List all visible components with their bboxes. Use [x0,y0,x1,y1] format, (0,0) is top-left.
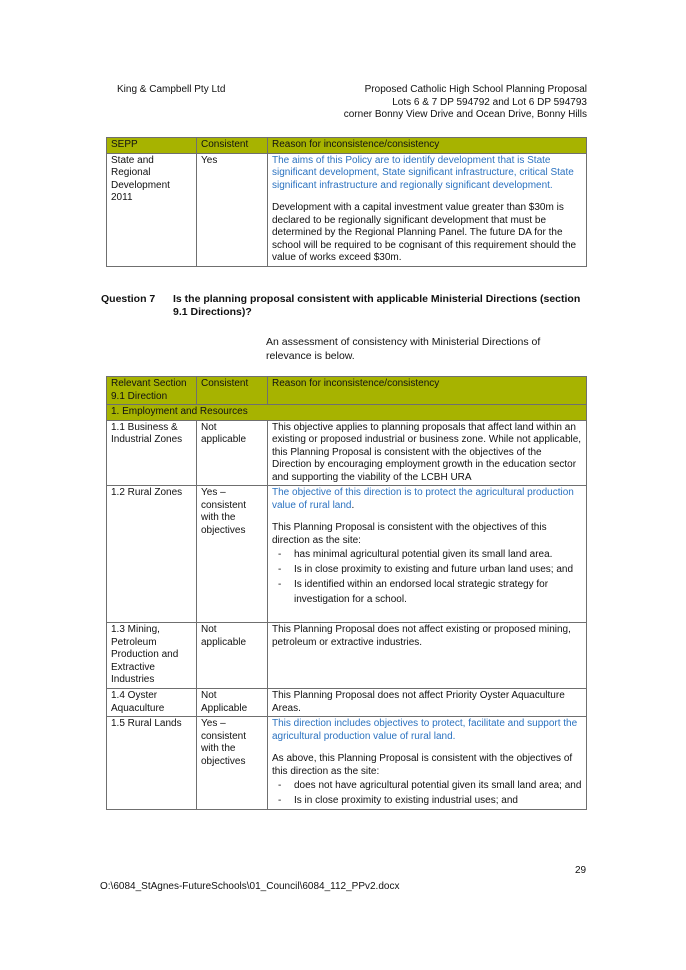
intro-paragraph: An assessment of consistency with Ministerial Directions of relevance is below. [266,336,541,362]
section-row [107,405,587,421]
col-header-consistent: Consistent [197,377,268,405]
cell-reason [268,486,587,623]
cell-consistent: Yes [197,153,268,266]
question-number: Question 7 [101,293,156,305]
bullet-list [272,547,582,607]
table-header-row [107,377,587,405]
list-item: - has minimal agricultural potential given its small land area. [272,547,582,562]
col-header-sepp: SEPP [107,138,197,154]
header-title [344,84,587,122]
cell-direction: 1.2 Rural Zones [107,486,197,623]
col-header-reason: Reason for inconsistence/consistency [268,138,587,154]
sepp-table [106,137,587,267]
cell-reason: This Planning Proposal does not affect existing or proposed mining, petroleum or extractive industries. [268,623,587,689]
page-number: 29 [575,865,587,876]
list-item: - Is in close proximity to existing industrial uses; and [272,793,582,808]
cell-reason [268,717,587,810]
cell-reason: This Planning Proposal does not affect Priority Oyster Aquaculture Areas. [268,689,587,717]
table-header-row [107,138,587,154]
section-title: 1. Employment and Resources [107,405,587,421]
reason-objective: This direction includes objectives to protect, facilitate and support the agricultural production value of rural land. [272,718,578,742]
table-row [107,486,587,623]
table-row [107,153,587,266]
reason-objective: The objective of this direction is to protect the agricultural production value of rural land. [272,487,574,511]
reason-aims: The aims of this Policy are to identify development that is State significant development, State significant infrastructure, critical State significant infrastructure and regionally significant development. [272,154,574,191]
cell-sepp: State and Regional Development 2011 [107,153,197,266]
header-title-line: Proposed Catholic High School Planning Proposal [364,84,587,95]
question-text: Is the planning proposal consistent with applicable Ministerial Directions (section 9.1 Directions)? [173,293,581,318]
cell-consistent: Not Applicable [197,689,268,717]
cell-consistent: Yes – consistent with the objectives [197,486,268,623]
cell-direction: 1.3 Mining, Petroleum Production and Extractive Industries [107,623,197,689]
header-title-line: Lots 6 & 7 DP 594792 and Lot 6 DP 594793 [392,96,587,108]
cell-direction: 1.1 Business & Industrial Zones [107,420,197,486]
cell-reason: This objective applies to planning proposals that affect land within an existing or proposed industrial or business zone. While not applicable, this Planning Proposal is consistent with the objectives of the Direction by encouraging employment growth in the education sector and supporting the viability of the LCBH URA [268,420,587,486]
reason-detail: As above, this Planning Proposal is consistent with the objectives of this direction as the site: [272,753,573,777]
cell-consistent: Not applicable [197,420,268,486]
table-row [107,420,587,486]
footer-file-path: O:\6084_StAgnes-FutureSchools\01_Council\6084_112_PPv2.docx [100,881,400,892]
cell-consistent: Not applicable [197,623,268,689]
col-header-consistent: Consistent [197,138,268,154]
list-item: - Is identified within an endorsed local strategic strategy for investigation for a school. [272,577,582,607]
cell-direction: 1.4 Oyster Aquaculture [107,689,197,717]
cell-consistent: Yes – consistent with the objectives [197,717,268,810]
directions-table [106,376,587,810]
col-header-reason: Reason for inconsistence/consistency [268,377,587,405]
header-company: King & Campbell Pty Ltd [117,84,226,95]
header-title-line: corner Bonny View Drive and Ocean Drive, Bonny Hills [343,109,587,120]
list-item: - does not have agricultural potential given its small land area; and [272,778,582,793]
bullet-list [272,778,582,808]
reason-detail: This Planning Proposal is consistent with the objectives of this direction as the site: [272,522,547,546]
cell-reason [268,153,587,266]
list-item: - Is in close proximity to existing and future urban land uses; and [272,562,582,577]
reason-detail: Development with a capital investment value greater than $30m is declared to be regionally significant development that must be determined by the Regional Planning Panel. The future DA for the school will be required to be cognisant of this requirement should the value of works exceed $30m. [272,202,577,263]
table-row [107,623,587,689]
table-row [107,717,587,810]
table-row [107,689,587,717]
cell-direction: 1.5 Rural Lands [107,717,197,810]
col-header-direction: Relevant Section 9.1 Direction [107,377,197,405]
